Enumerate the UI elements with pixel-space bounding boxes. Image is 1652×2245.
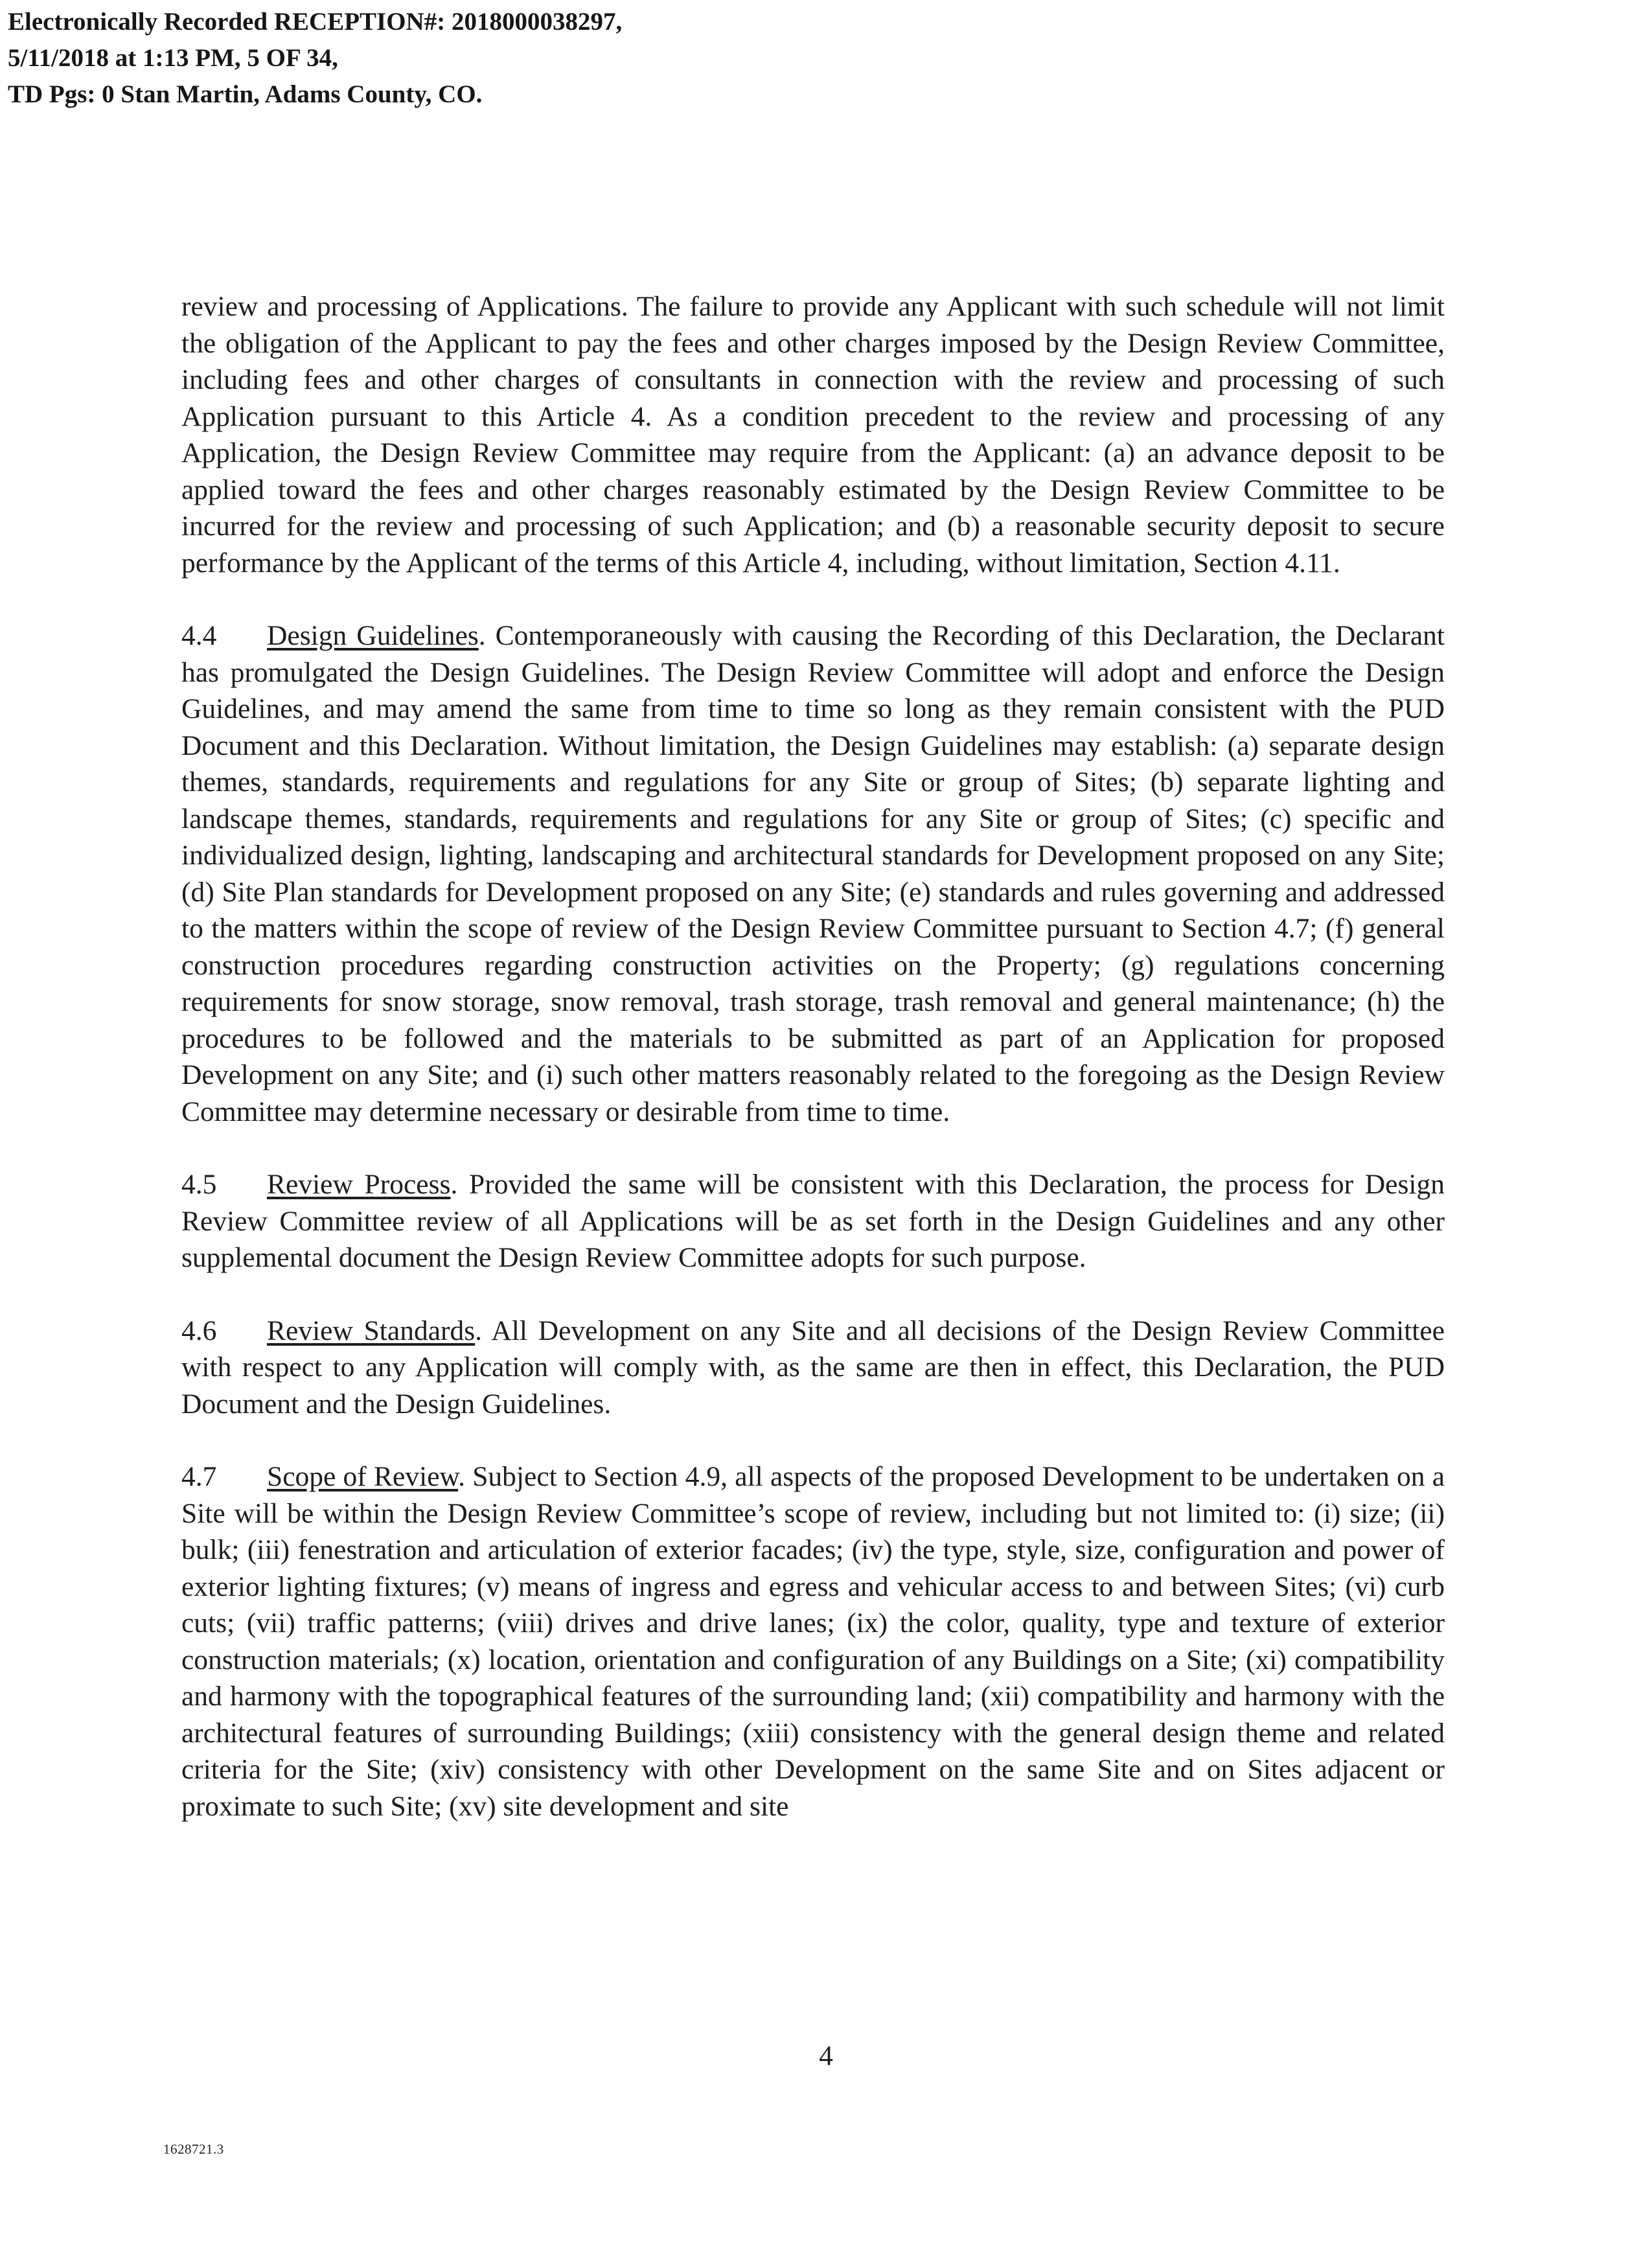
recording-stamp [8, 4, 622, 113]
section-4-6 [181, 1313, 1445, 1423]
document-id: 1628721.3 [163, 2141, 224, 2157]
section-text: . Subject to Section 4.9, all aspects of the proposed Development to be undertaken on a Site will be within the Design Review Committee’s scope of review, including but not limited to: (i) size; (ii) bulk; (iii) fenestration and articulation of exterior facades; (iv) the type, style, size, configuration and power of exterior lighting fixtures; (v) means of ingress and egress and vehicular access to and between Sites; (vi) curb cuts; (vii) traffic patterns; (viii) drives and drive lanes; (ix) the color, quality, type and texture of exterior construction materials; (x) location, orientation and configuration of any Buildings on a Site; (xi) compatibility and harmony with the topographical features of the surrounding land; (xii) compatibility and harmony with the architectural features of surrounding Buildings; (xiii) consistency with the general design theme and related criteria for the Site; (xiv) consistency with other Development on the same Site and on Sites adjacent or proximate to such Site; (xv) site development and site [181, 1461, 1445, 1822]
page-number: 4 [819, 2040, 833, 2071]
section-heading: Design Guidelines [267, 620, 479, 651]
recording-stamp-line-1: Electronically Recorded RECEPTION#: 2018000038297, [8, 8, 623, 36]
section-heading: Review Standards [267, 1315, 476, 1346]
continued-paragraph: review and processing of Applications. The failure to provide any Applicant with such schedule will not limit the obligation of the Applicant to pay the fees and other charges imposed by the Design Review Committee, including fees and other charges of consultants in connection with the review and processing of such Application pursuant to this Article 4. As a condition precedent to the review and processing of any Application, the Design Review Committee may require from the Applicant: (a) an advance deposit to be applied toward the fees and other charges reasonably estimated by the Design Review Committee to be incurred for the review and processing of such Application; and (b) a reasonable security deposit to secure performance by the Applicant of the terms of this Article 4, including, without limitation, Section 4.11. [181, 291, 1445, 579]
section-4-5 [181, 1166, 1445, 1276]
section-number: 4.7 [181, 1461, 217, 1492]
section-4-7 [181, 1458, 1445, 1825]
section-number: 4.5 [181, 1169, 217, 1200]
section-text: . Provided the same will be consistent with this Declaration, the process for Design Review Committee review of all Applications will be as set forth in the Design Guidelines and any other supplemental document the Design Review Committee adopts for such purpose. [181, 1169, 1445, 1273]
section-number: 4.4 [181, 620, 217, 651]
section-number: 4.6 [181, 1315, 217, 1346]
recording-stamp-line-3: TD Pgs: 0 Stan Martin, Adams County, CO. [8, 80, 483, 108]
section-text: . All Development on any Site and all decisions of the Design Review Committee with respect to any Application will comply with, as the same are then in effect, this Declaration, the PUD Document and the Design Guidelines. [181, 1315, 1445, 1420]
section-heading: Review Process [267, 1169, 451, 1200]
recording-stamp-line-2: 5/11/2018 at 1:13 PM, 5 OF 34, [8, 44, 338, 72]
section-heading: Scope of Review [267, 1461, 459, 1492]
document-body [181, 288, 1445, 1861]
section-text: . Contemporaneously with causing the Recording of this Declaration, the Declarant has promulgated the Design Guidelines. The Design Review Committee will adopt and enforce the Design Guidelines, and may amend the same from time to time so long as they remain consistent with the PUD Document and this Declaration. Without limitation, the Design Guidelines may establish: (a) separate design themes, standards, requirements and regulations for any Site or group of Sites; (b) separate lighting and landscape themes, standards, requirements and regulations for any Site or group of Sites; (c) specific and individualized design, lighting, landscaping and architectural standards for Development proposed on any Site; (d) Site Plan standards for Development proposed on any Site; (e) standards and rules governing and addressed to the matters within the scope of review of the Design Review Committee pursuant to Section 4.7; (f) general construction procedures regarding construction activities on the Property; (g) regulations concerning requirements for snow storage, snow removal, trash storage, trash removal and general maintenance; (h) the procedures to be followed and the materials to be submitted as part of an Application for proposed Development on any Site; and (i) such other matters reasonably related to the foregoing as the Design Review Committee may determine necessary or desirable from time to time. [181, 620, 1445, 1127]
section-4-4 [181, 617, 1445, 1130]
